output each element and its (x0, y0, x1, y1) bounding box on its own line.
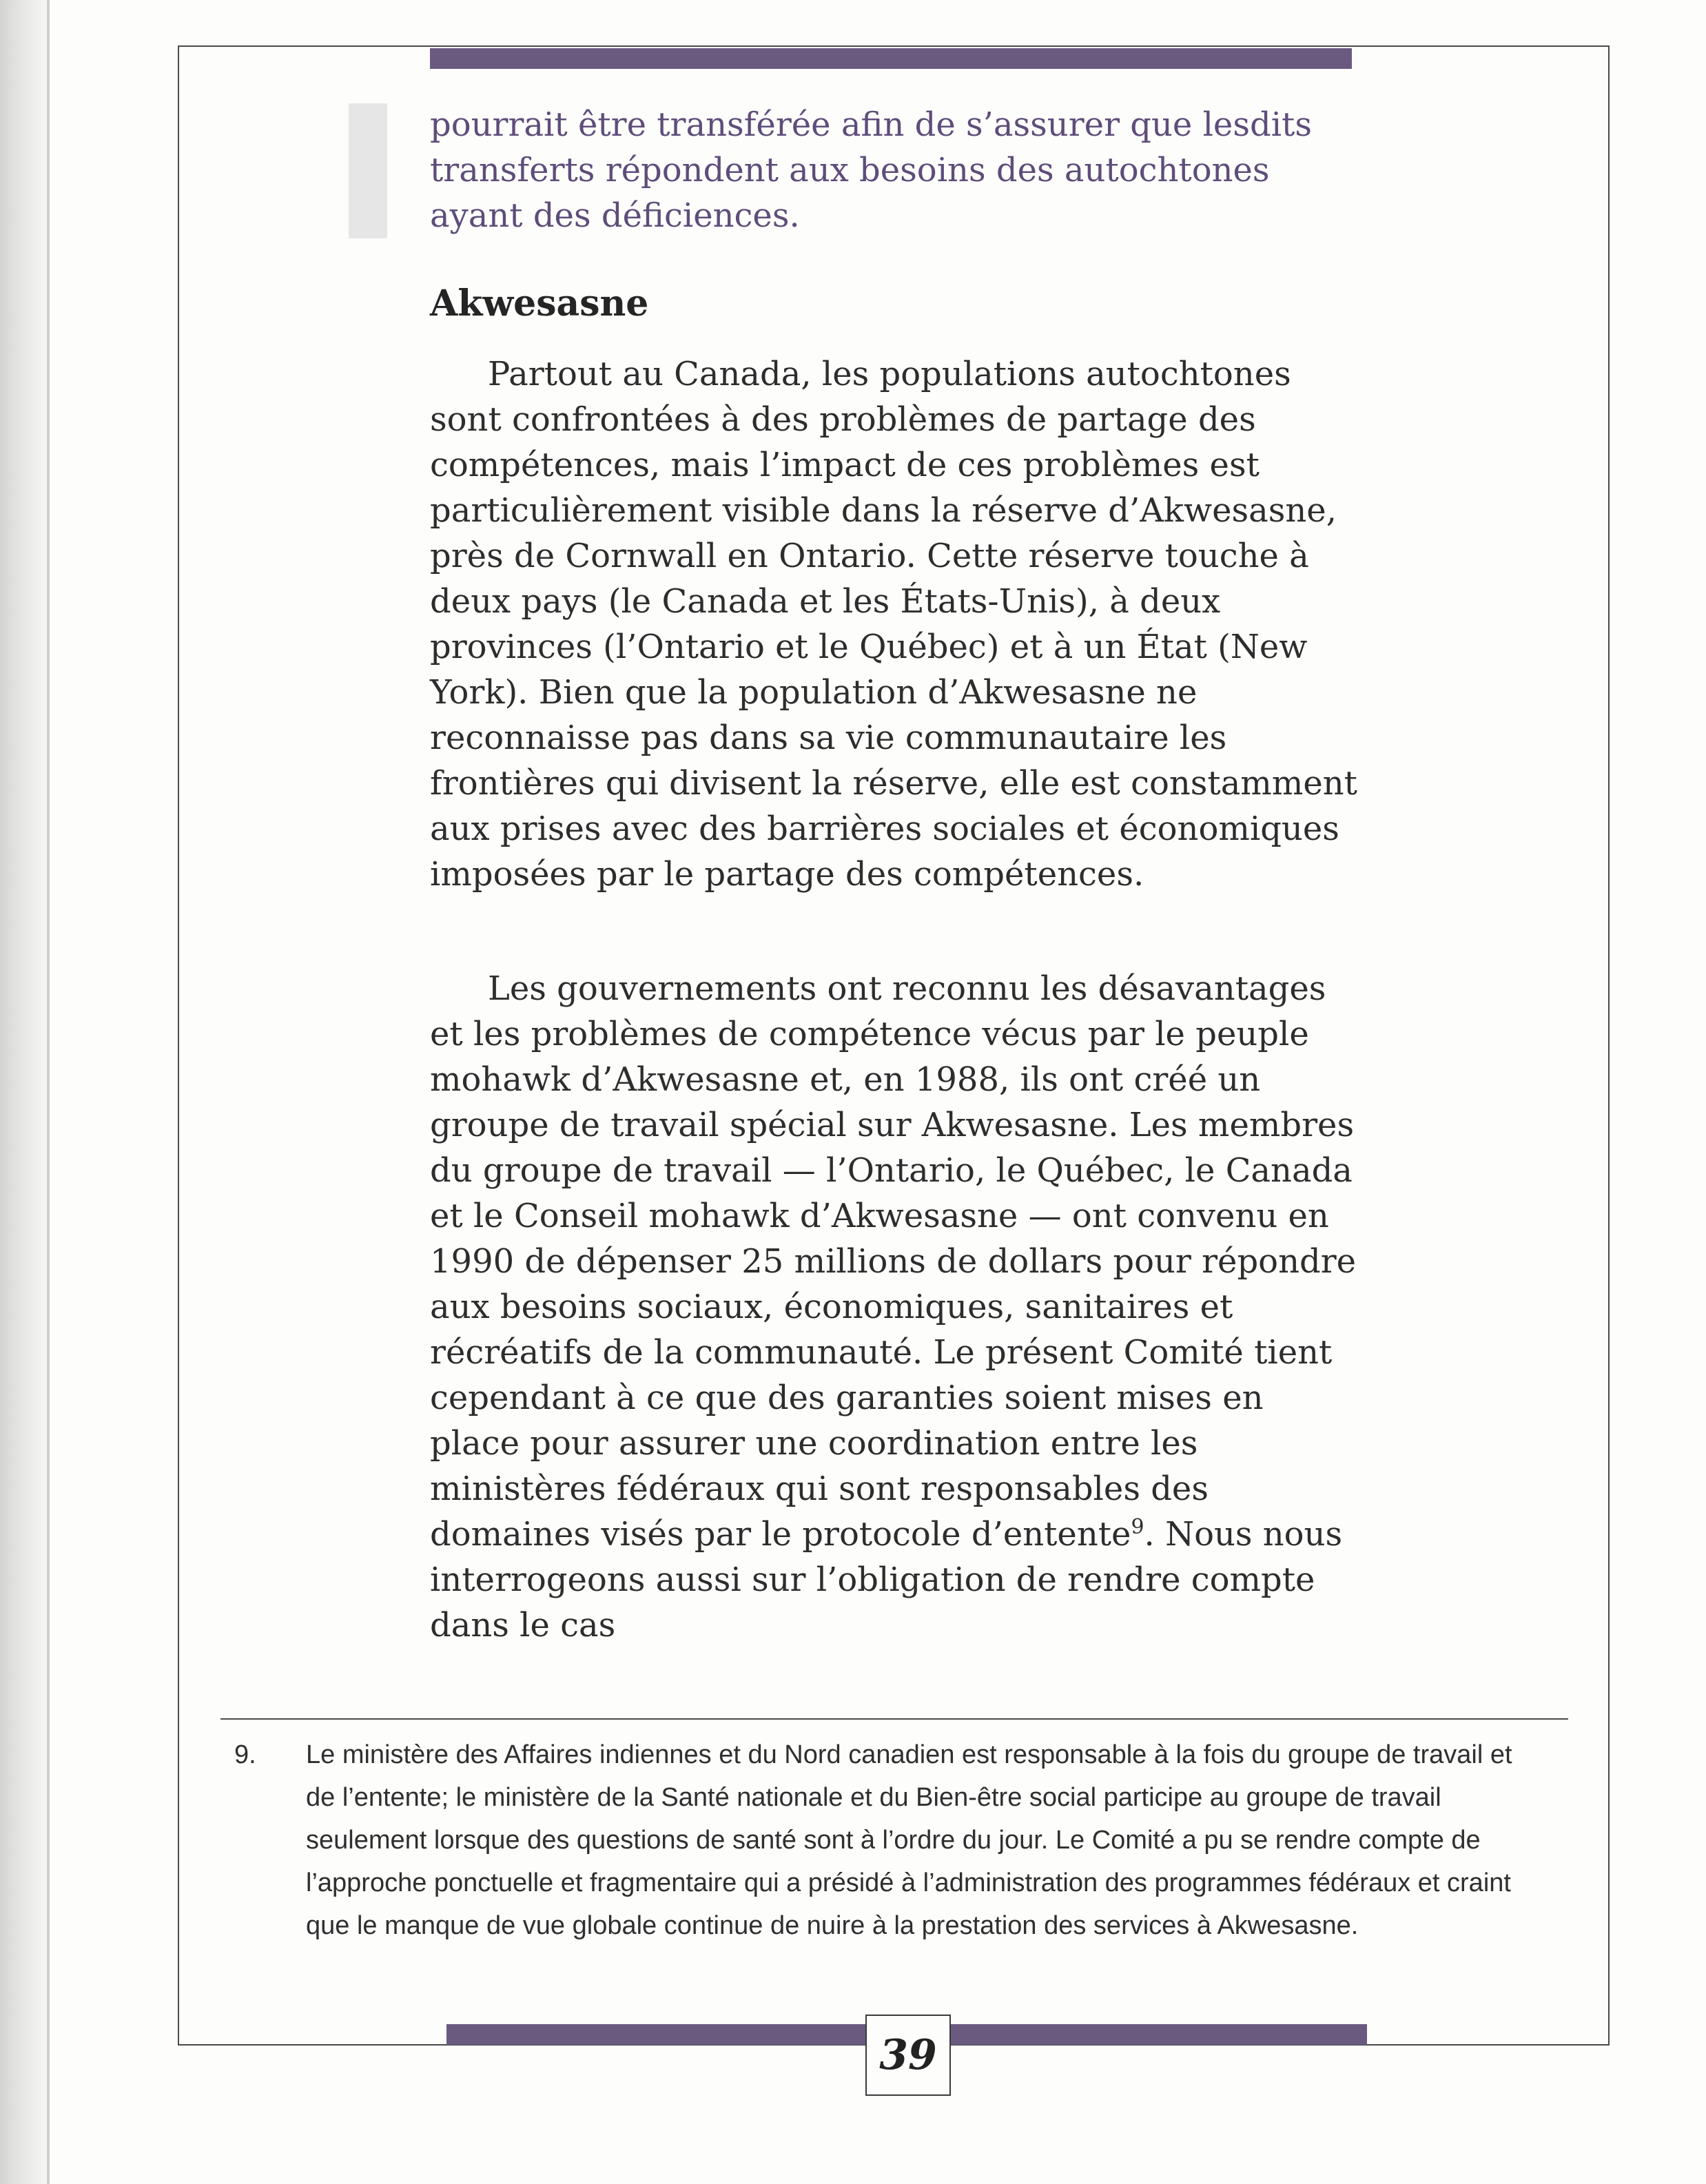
revision-sidebar-mark (349, 103, 387, 238)
section-heading: Akwesasne (430, 282, 649, 324)
body-paragraph-2-text: Les gouvernements ont reconnu les désavantages et les problèmes de compétence vécus par le peuple mohawk d’Akwesasne et, en 1988, ils ont créé un groupe de travail spécial sur Akwesasne. Les membres du groupe de travail — l’Ontario, le Québec, le Canada et le Conseil mohawk d’Akwesasne — ont convenu en 1990 de dépenser 25 millions de dollars pour répondre aux besoins sociaux, économiques, sanitaires et récréatifs de la communauté. Le présent Comité tient cependant à ce que des garanties soient mises en place pour assurer une coordination entre les ministères fédéraux qui sont responsables des domaines visés par le protocole d’entente (430, 969, 1357, 1554)
body-paragraph-2-continuation: . Nous nous interrogeons aussi sur l’obligation de rendre compte dans le cas (430, 1515, 1343, 1645)
continuation-paragraph: pourrait être transférée afin de s’assurer que lesdits transferts répondent aux besoins des autochtones ayant des déficiences. (430, 105, 1312, 235)
body-paragraph-1: Partout au Canada, les populations autochtones sont confrontées à des problèmes de partage des compétences, mais l’impact de ces problèmes est particulièrement visible dans la réserve d’Akwesasne, près de Cornwall en Ontario. Cette réserve touche à deux pays (le Canada et les États-Unis), à deux provinces (l’Ontario et le Québec) et à un État (New York). Bien que la population d’Akwesasne ne reconnaisse pas dans sa vie communautaire les frontières qui divisent la réserve, elle est constamment aux prises avec des barrières sociales et économiques imposées par le partage des compétences. (430, 355, 1357, 894)
page-number-box (865, 2015, 951, 2096)
footnote-text: Le ministère des Affaires indiennes et du Nord canadien est responsable à la fois du groupe de travail et de l’entente; le ministère de la Santé nationale et du Bien-être social participe au groupe de travail seulement lorsque des questions de santé sont à l’ordre du jour. Le Comité a pu se rendre compte de l’approche ponctuelle et fragmentaire qui a présidé à l’administration des programmes fédéraux et craint que le manque de vue globale continue de nuire à la prestation des services à Akwesasne. (306, 1740, 1512, 1940)
page-number: 39 (879, 2031, 937, 2079)
footnote-reference: 9 (1131, 1515, 1144, 1539)
footnote-divider (220, 1718, 1568, 1720)
top-accent-bar (430, 48, 1352, 69)
footnote (234, 1733, 1543, 1947)
body-paragraph-2 (430, 966, 1360, 1648)
footnote-number: 9. (234, 1740, 256, 1769)
scan-edge-line (47, 0, 50, 2184)
scan-shadow (0, 0, 48, 2184)
